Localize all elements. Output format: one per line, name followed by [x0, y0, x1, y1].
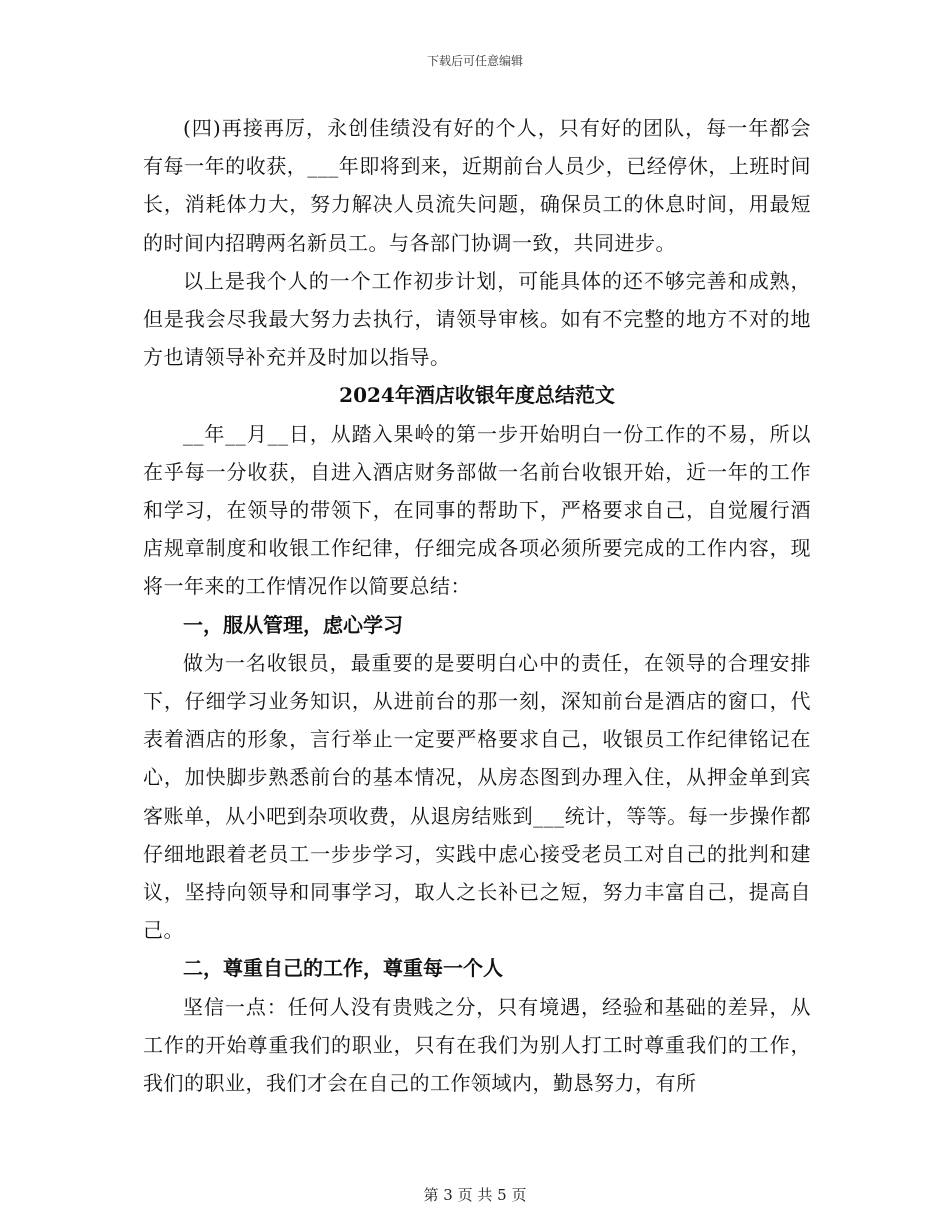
- section-heading-2: 二，尊重自己的工作，尊重每一个人: [183, 956, 503, 981]
- document-body: [143, 109, 811, 1102]
- paragraph-section-1: 做为一名收银员，最重要的是要明白心中的责任，在领导的合理安排下，仔细学习业务知识，从进前台的那一刻，深知前台是酒店的窗口，代表着酒店的形象，言行举止一定要严格要求自己，收银员工作纪律铭记在心，加快脚步熟悉前台的基本情况，从房态图到办理入住，从押金单到宾客账单，从小吧到杂项收费，从退房结账到___统计，等等。每一步操作都仔细地跟着老员工一步步学习，实践中虑心接受老员工对自己的批判和建议，坚持向领导和同事学习，取人之长补已之短，努力丰富自己，提高自己。: [143, 650, 811, 943]
- paragraph-intro: __年__月__日，从踏入果岭的第一步开始明白一份工作的不易，所以在乎每一分收获，自进入酒店财务部做一名前台收银开始，近一年的工作和学习，在领导的带领下，在同事的帮助下，严格要求自己，自觉履行酒店规章制度和收银工作纪律，仔细完成各项必须所要完成的工作内容，现将一年来的工作情况作以简要总结：: [143, 421, 811, 599]
- section-heading-1: 一，服从管理，虑心学习: [183, 612, 403, 637]
- page-header: 下载后可任意编辑: [426, 54, 523, 68]
- paragraph-plan-closing: 以上是我个人的一个工作初步计划，可能具体的还不够完善和成熟，但是我会尽我最大努力去执行，请领导审核。如有不完整的地方不对的地方也请领导补充并及时加以指导。: [143, 268, 811, 370]
- document-title: 2024年酒店收银年度总结范文: [339, 383, 615, 408]
- paragraph-continue-improve: (四)再接再厉，永创佳绩没有好的个人，只有好的团队，每一年都会有每一年的收获，___年即将到来，近期前台人员少，已经停休，上班时间长，消耗体力大，努力解决人员流失问题，确保员工的休息时间，用最短的时间内招聘两名新员工。与各部门协调一致，共同进步。: [143, 116, 811, 255]
- paragraph-section-2: 坚信一点：任何人没有贵贱之分，只有境遇，经验和基础的差异，从工作的开始尊重我们的职业，只有在我们为别人打工时尊重我们的工作，我们的职业，我们才会在自己的工作领域内，勤恳努力，有所: [143, 994, 811, 1096]
- page-footer: 第 3 页 共 5 页: [423, 1186, 527, 1204]
